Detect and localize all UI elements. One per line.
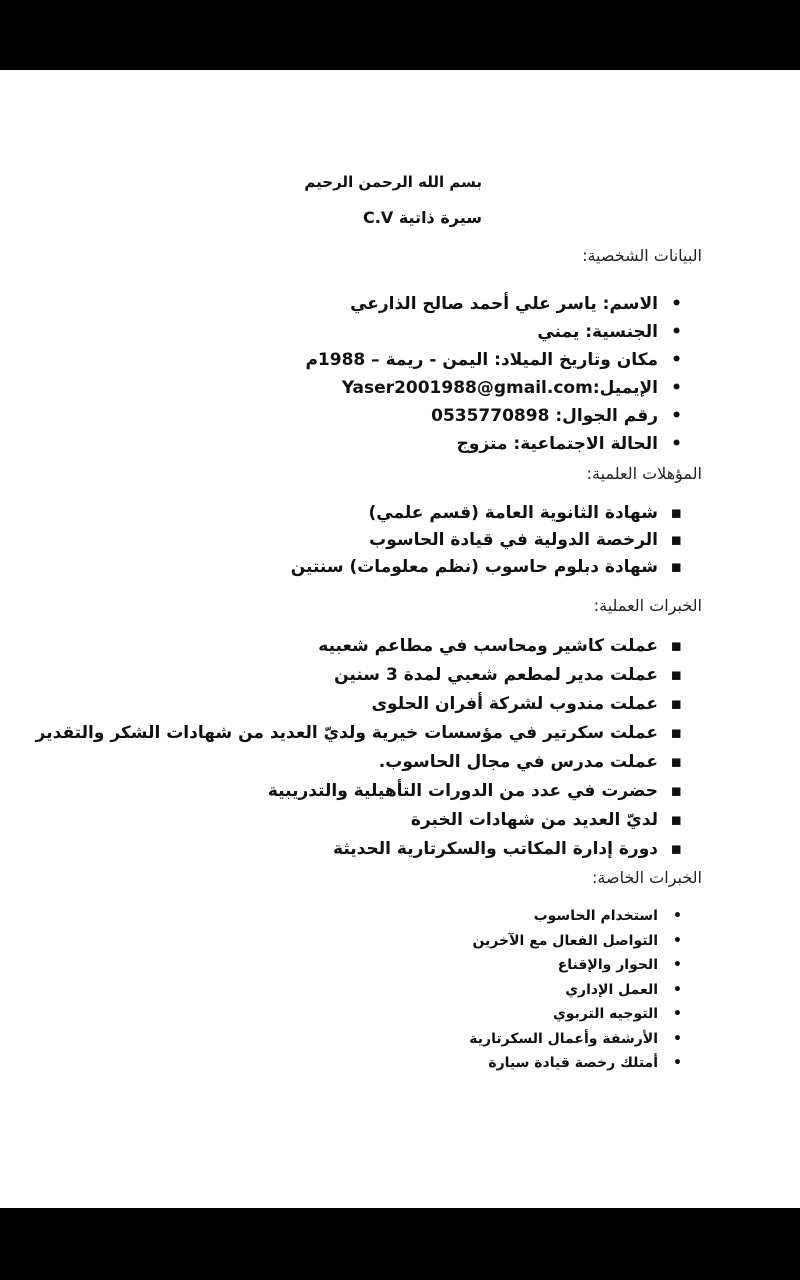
personal-item-phone: • رقم الجوال: 0535770898 [305,402,658,430]
bullet-icon: • [673,957,682,973]
bullet-icon: • [671,350,682,370]
bullet-icon: • [673,981,682,998]
document-page [0,70,800,1208]
bullet-icon: • [671,294,682,314]
work-experience-list [35,632,682,864]
bullet-icon: ▪ [670,530,682,550]
list-item: ▪ لديّ العديد من شهادات الخبرة [36,806,658,835]
bullet-icon: • [673,1030,682,1047]
bullet-icon: • [673,932,682,949]
bullet-icon: ▪ [670,839,682,859]
section-title-special: الخبرات الخاصة: [592,868,702,887]
bullet-icon: • [671,322,682,342]
special-skills-list [469,904,682,1076]
personal-item-marital: • الحالة الاجتماعية: متزوج [305,430,658,458]
list-item: • الحوار والإقناع [469,953,658,978]
list-item: • التوجيه التربوي [469,1002,658,1027]
bullet-icon: ▪ [670,665,682,685]
bullet-icon: ▪ [670,781,682,801]
list-item: ▪ الرخصة الدولية في قيادة الحاسوب [291,527,658,554]
personal-item-name: • الاسم: ياسر علي أحمد صالح الذارعي [305,290,658,318]
qualifications-list [290,500,682,581]
list-item: ▪ شهادة الثانوية العامة (قسم علمي) [291,500,658,527]
list-item: ▪ عملت مدير لمطعم شعبي لمدة 3 سنين [36,661,658,690]
section-title-personal: البيانات الشخصية: [582,246,702,265]
section-title-work: الخبرات العملية: [593,596,702,615]
bullet-icon: • [673,1006,682,1022]
list-item: ▪ عملت سكرتير في مؤسسات خيرية ولديّ العديد من شهادات الشكر والتقدير [36,719,658,748]
list-item: ▪ عملت مدرس في مجال الحاسوب. [36,748,658,777]
list-item: ▪ عملت كاشير ومحاسب في مطاعم شعبيه [36,632,658,661]
section-title-qualifications: المؤهلات العلمية: [586,464,702,483]
bullet-icon: ▪ [670,636,682,656]
list-item: • الأرشفة وأعمال السكرتارية [469,1027,658,1052]
bullet-icon: • [671,378,682,398]
personal-item-birth: • مكان وتاريخ الميلاد: اليمن - ريمة – 1988م [305,346,658,374]
cv-title: سيرة ذاتية C.V [363,208,482,227]
personal-item-nationality: • الجنسية: يمني [305,318,658,346]
list-item: • العمل الإداري [469,978,658,1003]
list-item: ▪ عملت مندوب لشركة أفران الحلوى [36,690,658,719]
list-item: • أمتلك رخصة قيادة سيارة [469,1051,658,1076]
personal-info-list [305,290,682,458]
basmala-heading: بسم الله الرحمن الرحيم [304,173,482,191]
personal-item-email: • الإيميل:Yaser2001988@gmail.com [305,374,658,402]
list-item: ▪ حضرت في عدد من الدورات التأهيلية والتدريبية [36,777,658,806]
bullet-icon: ▪ [670,723,682,743]
bullet-icon: ▪ [670,503,682,523]
list-item: ▪ دورة إدارة المكاتب والسكرتارية الحديثة [36,835,658,864]
list-item: • استخدام الحاسوب [469,904,658,929]
list-item: ▪ شهادة دبلوم حاسوب (نظم معلومات) سنتين [291,554,658,581]
bullet-icon: • [671,434,682,454]
list-item: • التواصل الفعال مع الآخرين [469,929,658,954]
bullet-icon: ▪ [670,694,682,714]
bullet-icon: ▪ [670,810,682,830]
bullet-icon: ▪ [670,557,682,577]
bullet-icon: • [673,908,682,924]
bullet-icon: ▪ [670,752,682,772]
bullet-icon: • [671,406,682,426]
bullet-icon: • [673,1055,682,1071]
